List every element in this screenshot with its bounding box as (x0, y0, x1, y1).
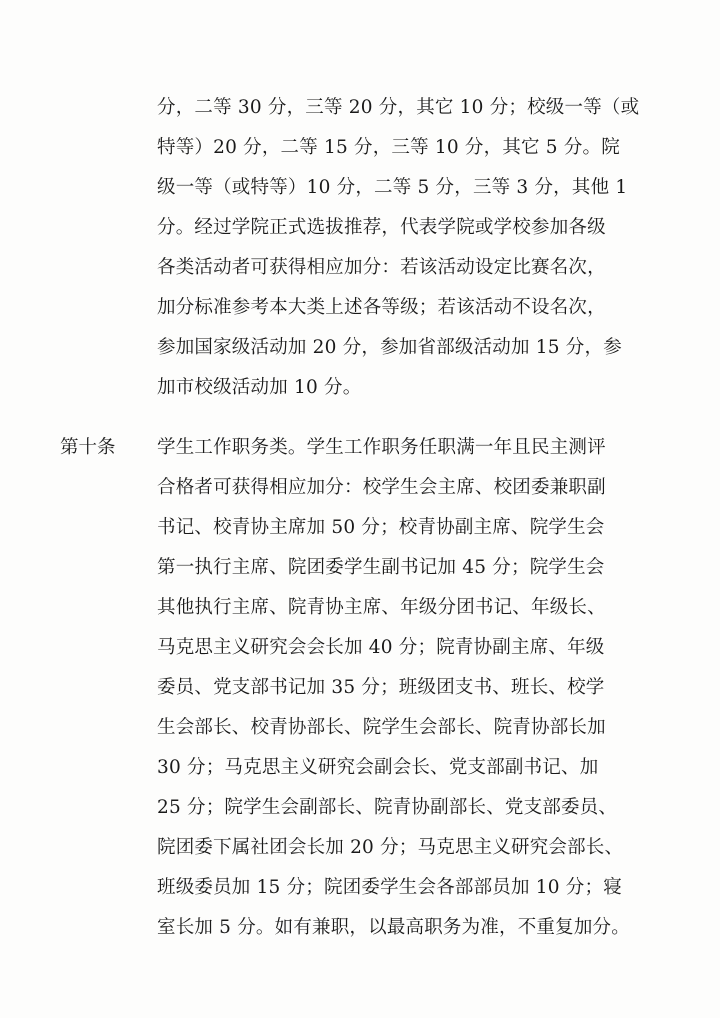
article-number: 第十条 (60, 437, 116, 458)
text-line: 委员、党支部书记加 35 分；班级团支书、班长、校学 (157, 677, 605, 698)
text-line: 分，二等 30 分，三等 20 分，其它 10 分；校级一等（或 (157, 97, 640, 118)
text-line: 各类活动者可获得相应加分：若该活动设定比赛名次， (157, 257, 606, 278)
text-line: 级一等（或特等）10 分，二等 5 分，三等 3 分，其他 1 (157, 177, 628, 198)
article-10-paragraph (157, 428, 630, 948)
text-line: 书记、校青协主席加 50 分；校青协副主席、院学生会 (157, 517, 605, 538)
text-line: 加分标准参考本大类上述各等级；若该活动不设名次， (157, 297, 606, 318)
text-line: 25 分；院学生会副部长、院青协副部长、党支部委员、 (157, 797, 618, 818)
paragraph-continuation (157, 88, 640, 408)
text-line: 室长加 5 分。如有兼职，以最高职务为准，不重复加分。 (157, 917, 630, 938)
text-line: 第一执行主席、院团委学生副书记加 45 分；院学生会 (157, 557, 605, 578)
text-line: 院团委下属社团会长加 20 分；马克思主义研究会部长、 (157, 837, 624, 858)
text-line: 马克思主义研究会会长加 40 分；院青协副主席、年级 (157, 637, 605, 658)
text-line: 合格者可获得相应加分：校学生会主席、校团委兼职副 (157, 477, 606, 498)
text-line: 生会部长、校青协部长、院学生会部长、院青协部长加 (157, 717, 606, 738)
text-line: 特等）20 分，二等 15 分，三等 10 分，其它 5 分。院 (157, 137, 620, 158)
text-line: 班级委员加 15 分；院团委学生会各部部员加 10 分；寝 (157, 877, 622, 898)
text-line: 分。经过学院正式选拔推荐，代表学院或学校参加各级 (157, 217, 606, 238)
text-line: 加市校级活动加 10 分。 (157, 377, 362, 398)
text-line: 30 分；马克思主义研究会副会长、党支部副书记、加 (157, 757, 599, 778)
text-line: 参加国家级活动加 20 分，参加省部级活动加 15 分，参 (157, 337, 622, 358)
text-line: 学生工作职务类。学生工作职务任职满一年且民主测评 (157, 437, 606, 458)
text-line: 其他执行主席、院青协主席、年级分团书记、年级长、 (157, 597, 606, 618)
